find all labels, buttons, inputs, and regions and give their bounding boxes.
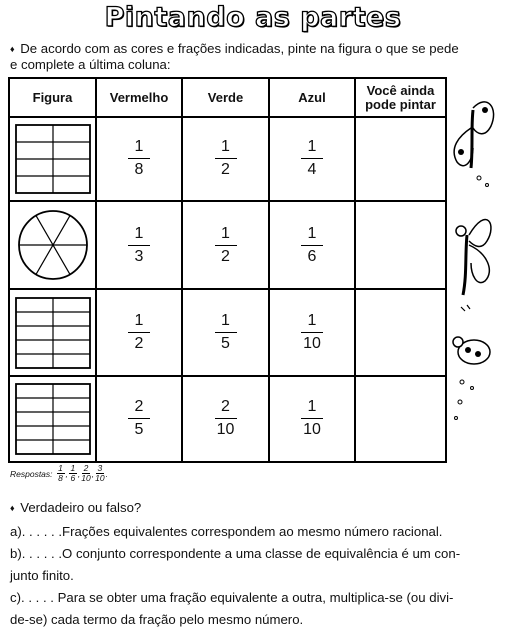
figure-cell (9, 201, 96, 290)
bullet-icon: ♦ (10, 503, 15, 513)
answer-fraction (69, 464, 77, 483)
denominator: 10 (95, 473, 105, 483)
bullet-icon: ♦ (10, 44, 15, 54)
numerator: 1 (134, 312, 144, 330)
azul-cell (269, 117, 355, 201)
numerator: 1 (134, 224, 144, 242)
figure-cell (9, 376, 96, 462)
fraction-bar (215, 332, 237, 333)
numerator: 2 (83, 463, 89, 473)
fraction-bar (128, 158, 150, 159)
answer-cell[interactable] (355, 201, 446, 290)
fraction (215, 398, 237, 439)
table-row (9, 201, 446, 290)
instruction (10, 41, 500, 73)
numerator: 1 (221, 224, 230, 242)
denominator: 10 (81, 473, 91, 483)
answer-fraction (57, 464, 65, 483)
numerator: 3 (97, 463, 103, 473)
answer-cell[interactable] (355, 376, 446, 462)
fraction (215, 312, 237, 353)
fraction (301, 312, 323, 353)
figure-cell (9, 289, 96, 375)
numerator: 2 (134, 398, 144, 416)
denominator: 10 (216, 421, 235, 439)
fraction-bar (215, 418, 237, 419)
answer-cell[interactable] (355, 117, 446, 201)
answers: Respostas: 1 8 , 1 6 , 2 10 , 3 10 . (10, 463, 108, 483)
verde-cell (182, 117, 269, 201)
table-row (9, 289, 446, 375)
fraction-bar (301, 332, 323, 333)
fraction-bar (301, 158, 323, 159)
fraction-bar (301, 418, 323, 419)
denominator: 2 (134, 335, 144, 353)
header-voce-ainda-pode-pintar: Você ainda pode pintar (355, 78, 446, 117)
verde-cell (182, 201, 269, 290)
true-false-heading-row (10, 500, 141, 515)
answer-fraction (95, 464, 104, 483)
denominator: 6 (307, 247, 317, 265)
instruction-line-1: De acordo com as cores e frações indicadas, pinte na figura o que se pede (20, 41, 459, 56)
fraction (128, 225, 150, 266)
denominator: 2 (221, 247, 230, 265)
fraction-bar (128, 332, 150, 333)
rectangle-10-parts-figure[interactable] (14, 382, 92, 456)
denominator: 8 (134, 161, 144, 179)
circle-6-parts-figure[interactable] (14, 207, 92, 283)
figure-cell (9, 117, 96, 201)
fraction (128, 312, 150, 353)
vermelho-cell (96, 376, 182, 462)
table-row (9, 117, 446, 201)
statement-c-line-2: de-se) cada termo da fração pelo mesmo número. (10, 612, 304, 627)
numerator: 1 (58, 463, 63, 473)
verde-cell (182, 289, 269, 375)
answer-fraction (81, 464, 90, 483)
fraction (215, 138, 237, 179)
numerator: 1 (221, 312, 230, 330)
butterfly-icon (447, 205, 499, 315)
fraction (301, 138, 323, 179)
denominator: 8 (58, 473, 63, 483)
numerator: 1 (307, 398, 317, 416)
denominator: 10 (303, 335, 321, 353)
numerator: 1 (307, 138, 317, 156)
denominator: 5 (221, 335, 230, 353)
statement-c-line-1: c). . . . . Para se obter uma fração equivalente a outra, multiplica-se (ou divi- (10, 590, 454, 605)
numerator: 1 (70, 463, 76, 473)
statement-b-line-1: b). . . . . .O conjunto correspondente a uma classe de equivalência é um con- (10, 546, 461, 561)
true-false-heading: Verdadeiro ou falso? (20, 500, 142, 515)
header-azul: Azul (269, 78, 355, 117)
fraction-bar (128, 418, 150, 419)
azul-cell (269, 201, 355, 290)
header-figura: Figura (9, 78, 96, 117)
numerator: 1 (134, 138, 144, 156)
page-title: Pintando as partes (104, 2, 402, 33)
fraction-bar (128, 245, 150, 246)
header-vermelho: Vermelho (96, 78, 182, 117)
numerator: 1 (307, 312, 317, 330)
denominator: 4 (307, 161, 317, 179)
statement-b-line-2: junto finito. (10, 568, 74, 583)
fraction-bar (215, 245, 237, 246)
instruction-line-2: e complete a última coluna: (10, 57, 171, 72)
table-row (9, 376, 446, 462)
answer-cell[interactable] (355, 289, 446, 375)
denominator: 2 (221, 161, 230, 179)
vermelho-cell (96, 201, 182, 290)
fraction (215, 225, 237, 266)
rectangle-10-parts-figure[interactable] (14, 296, 92, 370)
fraction-bar (301, 245, 323, 246)
numerator: 1 (307, 224, 317, 242)
fraction (128, 138, 150, 179)
ladybug-icon (448, 322, 498, 432)
butterfly-icon (447, 88, 499, 188)
denominator: 6 (70, 473, 76, 483)
fraction (301, 398, 323, 439)
azul-cell (269, 376, 355, 462)
azul-cell (269, 289, 355, 375)
answers-label: Respostas: (10, 468, 53, 479)
header-verde: Verde (182, 78, 269, 117)
denominator: 5 (134, 421, 144, 439)
fractions-table (8, 77, 447, 463)
denominator: 10 (303, 421, 321, 439)
fraction (128, 398, 150, 439)
denominator: 3 (134, 247, 144, 265)
numerator: 1 (221, 138, 230, 156)
numerator: 2 (221, 398, 230, 416)
statement-a: a). . . . . .Frações equivalentes correspondem ao mesmo número racional. (10, 524, 443, 539)
verde-cell (182, 376, 269, 462)
rectangle-8-parts-figure[interactable] (14, 123, 92, 195)
vermelho-cell (96, 117, 182, 201)
vermelho-cell (96, 289, 182, 375)
table-header-row (9, 78, 446, 117)
fraction-bar (215, 158, 237, 159)
fraction (301, 225, 323, 266)
